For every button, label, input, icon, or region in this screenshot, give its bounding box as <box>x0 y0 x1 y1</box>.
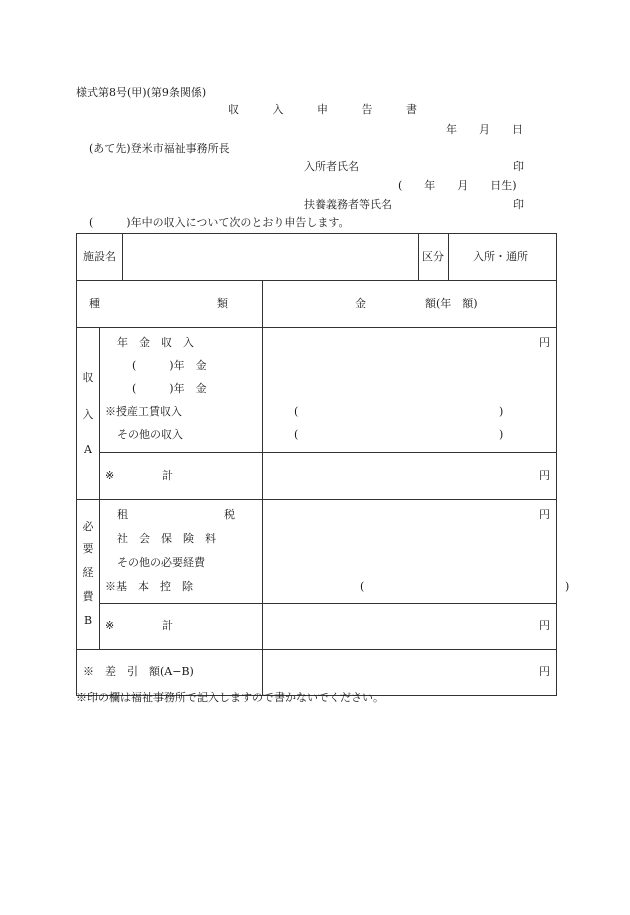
deduction-paren-close: ) <box>565 580 570 593</box>
difference-label: ※ 差 引 額(A−B) <box>83 665 194 678</box>
expense-item-social-insurance: 社 会 保 険 料 <box>117 532 216 545</box>
difference-label-cell <box>77 650 263 696</box>
income-subtotal-field[interactable] <box>263 453 557 500</box>
amount-header-cell <box>263 281 557 328</box>
date-line: 年 月 日 <box>446 123 523 136</box>
difference-amount-field[interactable] <box>263 650 557 696</box>
addressee: (あて先)登米市福祉事務所長 <box>89 142 230 155</box>
expenses-side-char-3: 経 <box>82 566 94 579</box>
expenses-yen-unit: 円 <box>539 508 550 521</box>
expenses-side-char-1: 必 <box>82 520 94 533</box>
difference-yen: 円 <box>539 665 550 678</box>
expense-item-tax: 租 <box>117 508 128 521</box>
other-income-paren-close: ) <box>499 428 504 441</box>
income-side-char-1: 収 <box>82 371 94 384</box>
expenses-side-char-4: 費 <box>82 590 94 603</box>
expenses-subtotal-label-cell <box>100 604 263 650</box>
type-header-cell <box>77 281 263 328</box>
seal-mark-supporter: 印 <box>513 198 524 211</box>
expenses-subtotal-mark: ※ <box>105 619 115 632</box>
expenses-subtotal-yen: 円 <box>539 619 550 632</box>
expenses-subtotal-label: 計 <box>162 619 173 632</box>
expenses-items-row <box>77 500 557 604</box>
category-value-cell[interactable] <box>449 234 557 281</box>
facility-name-field[interactable] <box>123 234 419 281</box>
income-item-workshop-wages: ※授産工賃収入 <box>105 405 182 418</box>
expenses-amount-field[interactable] <box>263 500 570 604</box>
declaration-text: ( )年中の収入について次のとおり申告します。 <box>89 216 350 229</box>
document-title: 収 入 申 告 書 <box>228 103 417 116</box>
other-income-paren-open: ( <box>294 428 299 441</box>
expense-item-other-expenses: その他の必要経費 <box>117 556 205 569</box>
income-side-char-3: A <box>84 443 92 456</box>
income-subtotal-mark: ※ <box>105 469 115 482</box>
income-declaration-table <box>76 233 570 696</box>
expenses-side-char-2: 要 <box>82 542 94 555</box>
form-number: 様式第8号(甲)(第9条関係) <box>76 86 207 99</box>
income-side-char-2: 入 <box>82 408 94 421</box>
footnote: ※印の欄は福祉事務所で記入しますので書かないでください。 <box>76 691 384 704</box>
wages-paren-open: ( <box>294 405 299 418</box>
income-subtotal-label: 計 <box>162 469 173 482</box>
wages-paren-close: ) <box>499 405 504 418</box>
category-label: 区分 <box>422 250 444 263</box>
income-item-other-income: その他の収入 <box>117 428 183 441</box>
facility-row <box>77 234 557 281</box>
difference-row <box>77 650 557 696</box>
income-yen-unit: 円 <box>539 336 550 349</box>
income-subtotal-label-cell <box>100 453 263 500</box>
income-subtotal-yen: 円 <box>539 469 550 482</box>
type-header-left: 種 <box>89 297 100 310</box>
expenses-side-char-5: B <box>83 614 93 627</box>
category-label-cell <box>419 234 449 281</box>
facility-label: 施設名 <box>83 250 116 263</box>
amount-header-left: 金 <box>355 297 366 310</box>
birth-date-line: ( 年 月 日生) <box>398 179 517 192</box>
income-items-row <box>77 328 557 453</box>
expense-item-tax-right: 税 <box>224 508 235 521</box>
amount-header-right: 額(年 額) <box>425 297 478 310</box>
seal-mark-resident: 印 <box>513 160 524 173</box>
resident-name-label: 入所者氏名 <box>304 160 359 173</box>
income-amount-field[interactable] <box>263 328 557 453</box>
expenses-side-label-cell <box>77 500 100 650</box>
type-header-right: 類 <box>217 297 228 310</box>
income-side-label-cell <box>77 328 100 500</box>
expenses-subtotal-row <box>77 604 557 650</box>
expenses-items-cell <box>100 500 263 604</box>
expenses-subtotal-field[interactable] <box>263 604 557 650</box>
supporter-name-label: 扶養義務者等氏名 <box>304 198 392 211</box>
category-value: 入所・通所 <box>473 250 528 263</box>
column-header-row <box>77 281 557 328</box>
income-item-pension: 年 金 収 入 <box>117 336 194 349</box>
income-subtotal-row <box>77 453 557 500</box>
facility-label-cell <box>77 234 123 281</box>
income-items-cell <box>100 328 263 453</box>
income-item-other-pension-1: ( )年 金 <box>132 359 207 372</box>
expense-item-basic-deduction: ※基 本 控 除 <box>105 580 193 593</box>
deduction-paren-open: ( <box>360 580 365 593</box>
income-item-other-pension-2: ( )年 金 <box>132 382 207 395</box>
